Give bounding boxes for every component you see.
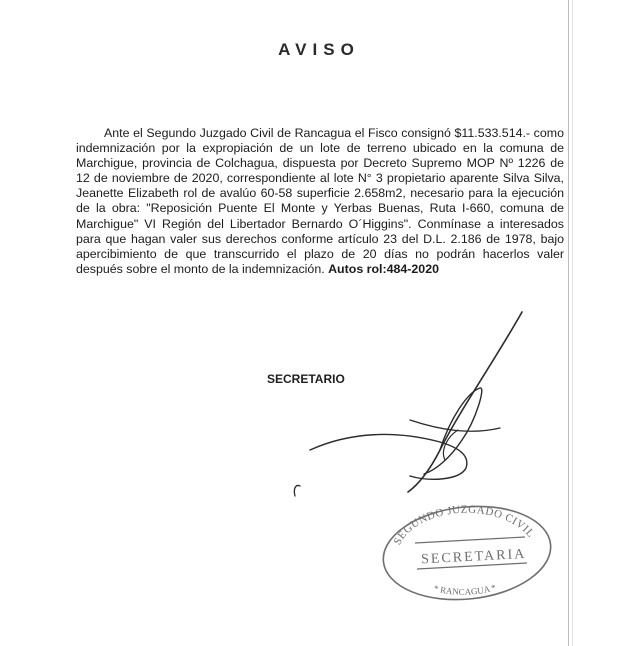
- signature-stroke-main: [408, 312, 522, 492]
- stamp-center-text: SECRETARIA: [420, 546, 527, 568]
- stamp-bottom-text: [433, 582, 498, 597]
- signatory-label: SECRETARIO: [267, 372, 345, 386]
- handwritten-signature: [290, 300, 540, 510]
- notice-paragraph: Ante el Segundo Juzgado Civil de Rancagua el Fisco consignó $11.533.514.- como indemnización por la expropiación de un lote de terreno ubicado en la comuna de Marchigue, provincia de Colchagua, dispuesta por Decreto Supremo MOP Nº 1226 de 12 de noviembre de 2020, correspondiente al lote N° 3 propietario aparente Silva Silva, Jeanette Elizabeth rol de avalúo 60-58 superficie 2.658m2, necesario para la ejecución de la obra: "Reposición Puente El Monte y Yerbas Buenas, Ruta I-660, comuna de Marchigue" VI Región del Libertador Bernardo O´Higgins". Conmínase a interesados para que hagan valer sus derechos conforme artículo 23 del D.L. 2.186 de 1978, bajo apercibimiento de que transcurrido el plazo de 20 días no podrán hacerlos valer después sobre el monto de la indemnización.: [76, 126, 564, 276]
- notice-title: AVISO: [278, 40, 360, 59]
- court-seal-stamp: [375, 495, 555, 603]
- page-edge-line: [568, 0, 569, 646]
- case-reference: Autos rol:484-2020: [328, 261, 439, 276]
- page-edge-line-secondary: [572, 0, 573, 646]
- stamp-bottom-textpath: * RANCAGUA *: [432, 582, 498, 597]
- stamp-top-textpath: SEGUNDO JUZGADO CIVIL: [391, 503, 537, 547]
- stamp-rule-top: [415, 537, 525, 543]
- notice-body: [76, 126, 564, 277]
- signature-stroke-hook: [294, 485, 300, 496]
